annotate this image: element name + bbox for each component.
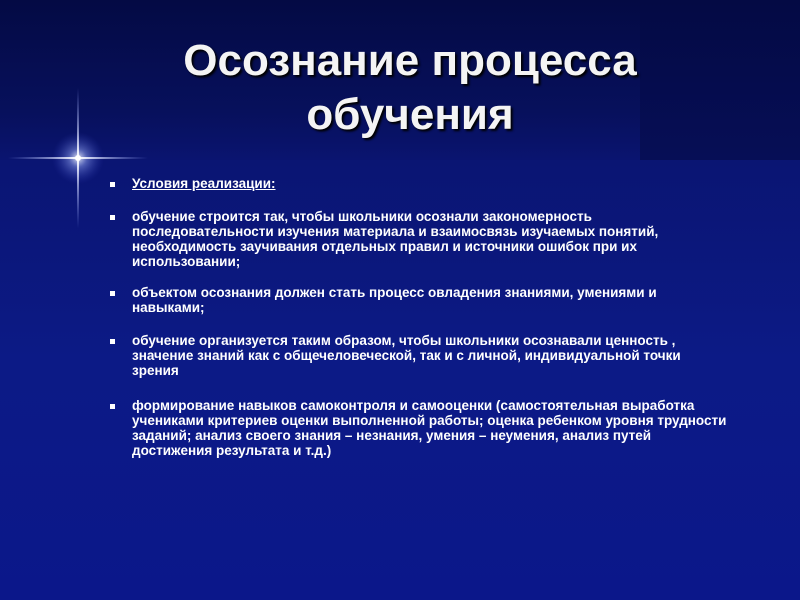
- list-heading: Условия реализации:: [132, 176, 276, 191]
- list-item-text: обучение организуется таким образом, чтобы школьники осознавали ценность , значение знаний как с общечеловеческой, так и с личной, индивидуальной точки зрения: [132, 333, 681, 378]
- square-bullet-icon: [110, 339, 115, 344]
- square-bullet-icon: [110, 291, 115, 296]
- square-bullet-icon: [110, 404, 115, 409]
- list-item-text: объектом осознания должен стать процесс овладения знаниями, умениями и навыками;: [132, 285, 657, 315]
- list-item-text: формирование навыков самоконтроля и самооценки (самостоятельная выработка учениками критериев оценки выполненной работы; оценка ребенком уровня трудности заданий; анализ своего знания – незнания, умения – неумения, анализ путей достижения результата и т.д.): [132, 398, 727, 458]
- list-item: [110, 398, 730, 458]
- square-bullet-icon: [110, 182, 115, 187]
- list-item: [110, 209, 730, 269]
- square-bullet-icon: [110, 215, 115, 220]
- slide-title: [110, 34, 710, 142]
- list-item: [110, 285, 730, 315]
- slide-title-line-2: обучения: [306, 90, 514, 139]
- slide-title-line-1: Осознание процесса: [183, 36, 637, 85]
- list-item-heading: [110, 176, 730, 191]
- list-item-text: обучение строится так, чтобы школьники осознали закономерность последовательности изучения материала и взаимосвязь изучаемых понятий, необходимость заучивания отдельных правил и источники ошибок при их использовании;: [132, 209, 659, 269]
- bullet-list: [110, 176, 730, 458]
- list-item: [110, 333, 730, 378]
